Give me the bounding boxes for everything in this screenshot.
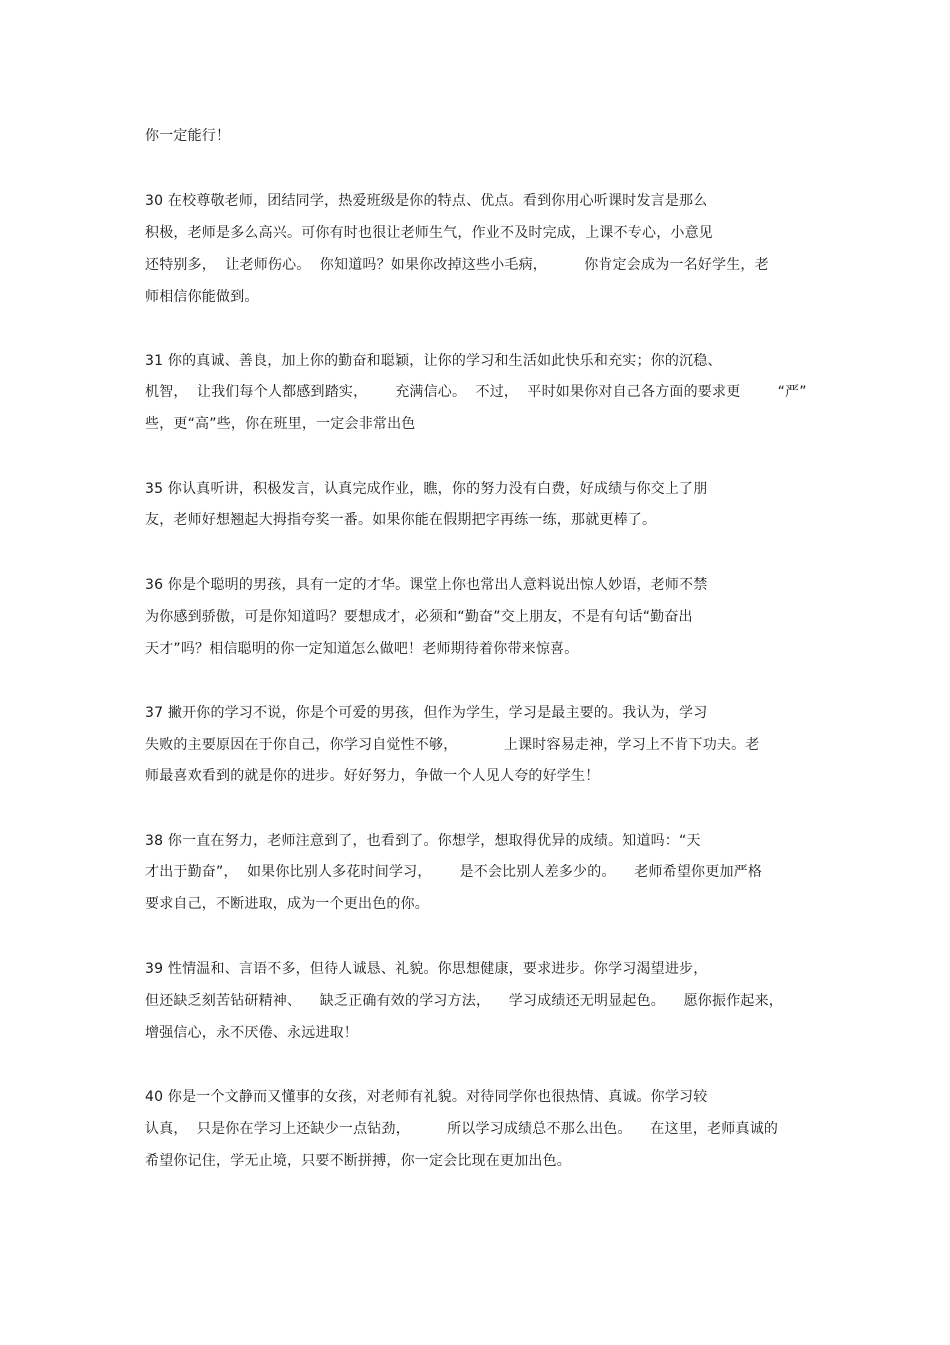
text-line: 但还缺乏刻苦钻研精神、 缺乏正确有效的学习方法， 学习成绩还无明显起色。 愿你振作起来， xyxy=(145,993,783,1009)
text-line: 机智， 让我们每个人都感到踏实， 充满信心。 不过， 平时如果你对自己各方面的要求更 “严” xyxy=(145,384,807,400)
text-line: 些，更“高”些，你在班里，一定会非常出色 xyxy=(145,416,416,432)
text-line: 友，老师好想翘起大拇指夸奖一番。如果你能在假期把字再练一练，那就更棒了。 xyxy=(145,512,657,528)
text-line: 希望你记住，学无止境，只要不断拼搏，你一定会比现在更加出色。 xyxy=(145,1153,571,1169)
text-line: 36 你是个聪明的男孩，具有一定的才华。课堂上你也常出人意料说出惊人妙语，老师不禁 xyxy=(145,577,708,593)
text-line: 师相信你能做到。 xyxy=(145,289,259,305)
text-line: 才出于勤奋”， 如果你比别人多花时间学习， 是不会比别人差多少的。 老师希望你更加严格 xyxy=(145,864,763,880)
text-line: 30 在校尊敬老师，团结同学，热爱班级是你的特点、优点。看到你用心听课时发言是那么 xyxy=(145,193,708,209)
text-line: 积极，老师是多么高兴。可你有时也很让老师生气，作业不及时完成，上课不专心，小意见 xyxy=(145,225,713,241)
text-line: 为你感到骄傲，可是你知道吗？要想成才，必须和“勤奋”交上朋友，不是有句话“勤奋出 xyxy=(145,609,693,625)
text-line: 31 你的真诚、善良，加上你的勤奋和聪颖，让你的学习和生活如此快乐和充实；你的沉稳、 xyxy=(145,353,722,369)
text-line: 40 你是一个文静而又懂事的女孩，对老师有礼貌。对待同学你也很热情、真诚。你学习较 xyxy=(145,1089,708,1105)
text-line: 还特别多， 让老师伤心。 你知道吗？如果你改掉这些小毛病， 你肯定会成为一名好学生，老 xyxy=(145,257,769,273)
text-line: 失败的主要原因在于你自己，你学习自觉性不够， 上课时容易走神，学习上不肯下功夫。老 xyxy=(145,737,760,753)
text-line: 要求自己，不断进取，成为一个更出色的你。 xyxy=(145,896,429,912)
text-line: 35 你认真听讲，积极发言，认真完成作业，瞧，你的努力没有白费，好成绩与你交上了朋 xyxy=(145,481,708,497)
text-line: 天才”吗？相信聪明的你一定知道怎么做吧！老师期待着你带来惊喜。 xyxy=(145,641,579,657)
text-line: 38 你一直在努力，老师注意到了，也看到了。你想学，想取得优异的成绩。知道吗：“天 xyxy=(145,833,701,849)
text-line: 增强信心，永不厌倦、永远进取！ xyxy=(145,1025,358,1041)
text-line: 39 性情温和、言语不多，但待人诚恳、礼貌。你思想健康，要求进步。你学习渴望进步， xyxy=(145,961,708,977)
text-line: 师最喜欢看到的就是你的进步。好好努力，争做一个人见人夸的好学生！ xyxy=(145,768,600,784)
text-line: 认真， 只是你在学习上还缺少一点钻劲， 所以学习成绩总不那么出色。 在这里，老师真诚的 xyxy=(145,1121,779,1137)
text-line: 你一定能行！ xyxy=(145,128,231,144)
text-line: 37 撇开你的学习不说，你是个可爱的男孩，但作为学生，学习是最主要的。我认为，学习 xyxy=(145,705,708,721)
